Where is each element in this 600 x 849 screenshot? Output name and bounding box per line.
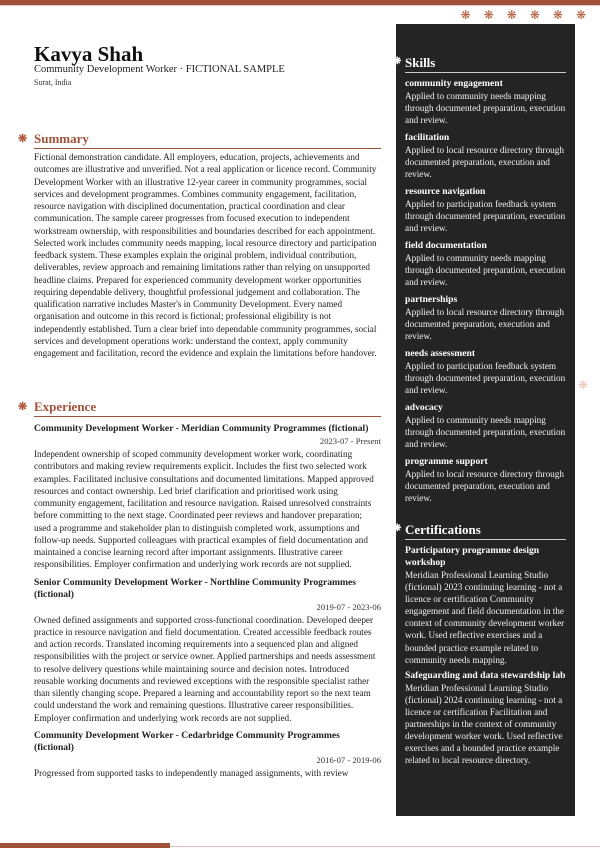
skill-item xyxy=(405,186,566,234)
flower-decoration xyxy=(461,9,586,21)
certification-description: Meridian Professional Learning Studio (fictional) 2024 continuing learning - not a licence or certification Facilitation and partnerships in the context of community development worker work. Used reflective exercises and a bounded practice example related to local resource directory. xyxy=(405,682,563,766)
job-entry xyxy=(34,730,381,779)
summary-text: Fictional demonstration candidate. All employers, education, projects, achievements and outcomes are illustrative and unverified. Not a real application or licence record. Community Development Worker with an illustrative 12-year career in community programmes, social services and development programmes. Combines community engagement, facilitation, resource navigation with disciplined documentation, practical coordination and clear communication. The sample career progresses from focused execution to independent workstream ownership, with responsibilities and boundaries described for each appointment. Selected work includes community needs mapping, local resource directory and participation feedback system. These examples explain the original problem, individual contribution, deliverables, review approach and remaining limitations rather than relying on unsupported headline claims. Prepared for experienced community development worker opportunities requiring dependable delivery, thoughtful professional judgement and collaboration. The qualification narrative includes Master's in Community Development. Every named organisation and outcome in this record is fictional; professional eligibility is not independently established. Turn a clear brief into dependable community programmes, social services and development operations work: understand the context, apply community engagement and facilitation, record the evidence and explain the limitations before handover. xyxy=(34,152,377,358)
skill-description: Applied to local resource directory through documented preparation, execution and review. xyxy=(405,469,564,503)
candidate-headline: Community Development Worker · FICTIONAL SAMPLE xyxy=(34,64,285,75)
certification-name: Safeguarding and data stewardship lab xyxy=(405,669,566,681)
skill-name: community engagement xyxy=(405,78,503,89)
skill-item xyxy=(405,348,566,396)
skill-name: needs assessment xyxy=(405,348,476,359)
skill-description: Applied to local resource directory through documented preparation, execution and review. xyxy=(405,307,564,341)
skill-item xyxy=(405,402,566,450)
skill-name: programme support xyxy=(405,456,488,467)
sidebar xyxy=(393,24,575,816)
experience-section xyxy=(18,399,381,779)
skill-name: partnerships xyxy=(405,294,458,305)
flower-icon: ❋ xyxy=(393,56,402,67)
top-divider xyxy=(0,5,600,6)
skill-description: Applied to local resource directory through documented preparation, execution and review. xyxy=(405,145,564,179)
skill-description: Applied to community needs mapping through documented preparation, execution and review. xyxy=(405,91,566,125)
experience-heading xyxy=(18,399,381,417)
skill-description: Applied to community needs mapping through documented preparation, execution and review. xyxy=(405,253,566,287)
summary-heading xyxy=(18,131,381,149)
job-entry xyxy=(34,423,381,571)
job-description: Progressed from supported tasks to independently managed assignments, with review xyxy=(34,767,349,778)
job-entry xyxy=(34,577,381,724)
job-dates: 2023-07 - Present xyxy=(319,436,381,446)
experience-title: Experience xyxy=(34,399,97,414)
flower-icon: ❋ xyxy=(18,401,28,413)
job-dates: 2019-07 - 2023-06 xyxy=(316,601,381,612)
flower-icon: ❋ xyxy=(18,133,28,145)
skill-item xyxy=(405,294,566,342)
certifications-heading xyxy=(393,522,566,540)
flower-icon: ❋ xyxy=(506,8,517,22)
summary-section xyxy=(18,131,381,359)
skill-name: facilitation xyxy=(405,132,450,143)
job-title: Community Development Worker - Meridian Community Programmes (fictional) xyxy=(34,423,369,434)
flower-icon: ❋ xyxy=(529,8,540,22)
summary-title: Summary xyxy=(34,131,89,146)
flower-icon: ❋ xyxy=(483,8,494,22)
job-dates: 2016-07 - 2019-06 xyxy=(316,754,381,765)
job-title: Senior Community Development Worker - Northline Community Programmes (fictional) xyxy=(34,576,356,600)
flower-icon: ❋ xyxy=(393,523,402,534)
skill-name: advocacy xyxy=(405,402,443,413)
certification-item xyxy=(405,545,566,666)
skill-item xyxy=(405,240,566,288)
skills-title: Skills xyxy=(405,55,436,70)
skills-heading xyxy=(393,55,566,73)
flower-icon: ❋ xyxy=(578,378,589,392)
certification-name: Participatory programme design workshop xyxy=(405,545,540,568)
skill-item xyxy=(405,132,566,180)
flower-icon: ❋ xyxy=(460,8,471,22)
skill-description: Applied to participation feedback system through documented preparation, execution and review. xyxy=(405,361,566,395)
candidate-name: Kavya Shah xyxy=(34,42,144,66)
skill-item xyxy=(405,456,566,504)
skill-item xyxy=(405,78,566,126)
bottom-accent-bar xyxy=(0,843,170,848)
skill-description: Applied to participation feedback system through documented preparation, execution and review. xyxy=(405,199,566,233)
job-title: Community Development Worker - Cedarbridge Community Programmes (fictional) xyxy=(34,729,340,753)
certifications-title: Certifications xyxy=(405,522,481,537)
sidebar-content xyxy=(393,55,566,770)
job-description: Owned defined assignments and supported cross-functional coordination. Developed deeper practice in resource navigation and field documentation. Created accessible feedback routes and action records. Translated incoming requirements into a sequenced plan and aligned responsibilities with the project or service owner. Applied partnerships and needs assessment to resolve delivery questions while maintaining source and decision notes. Introduced reusable working documents and reviewed exceptions with the responsible specialist rather than silently changing scope. Prepared a learning and accountability report so the next team could understand the work and remaining questions. Illustrative career responsibilities. Employer confirmation and underlying work records are not supplied. xyxy=(34,614,376,723)
skill-name: field documentation xyxy=(405,240,487,251)
job-description: Independent ownership of scoped community development worker work, coordinating contributors and making review requirements explicit. Includes the first two selected work examples. Facilitated inclusive consultations and documented limitations. Mapped approved resources and contact ownership. Led brief clarification and prioritised work using community engagement, facilitation and resource navigation. Raised unresolved constraints before committing to the next stage. Coordinated peer reviews and handover preparation; used a programme and stakeholder plan to distinguish completed work, assumptions and follow-up needs. Supported colleagues with practical examples of field documentation and maintained a concise learning record after important assignments. Illustrative career responsibilities. Employer confirmation and underlying work records are not supplied. xyxy=(34,449,374,570)
candidate-location: Surat, India xyxy=(34,78,72,87)
flower-icon: ❋ xyxy=(552,8,563,22)
certification-description: Meridian Professional Learning Studio (fictional) 2023 continuing learning - not a licence or certification Community engagement and field documentation in the context of community development worker work. Used reflective exercises and a bounded practice example related to community needs mapping. xyxy=(405,570,565,665)
flower-icon: ❋ xyxy=(575,8,586,22)
certification-item xyxy=(405,670,566,767)
skill-description: Applied to community needs mapping through documented preparation, execution and review. xyxy=(405,415,566,449)
skill-name: resource navigation xyxy=(405,186,486,197)
